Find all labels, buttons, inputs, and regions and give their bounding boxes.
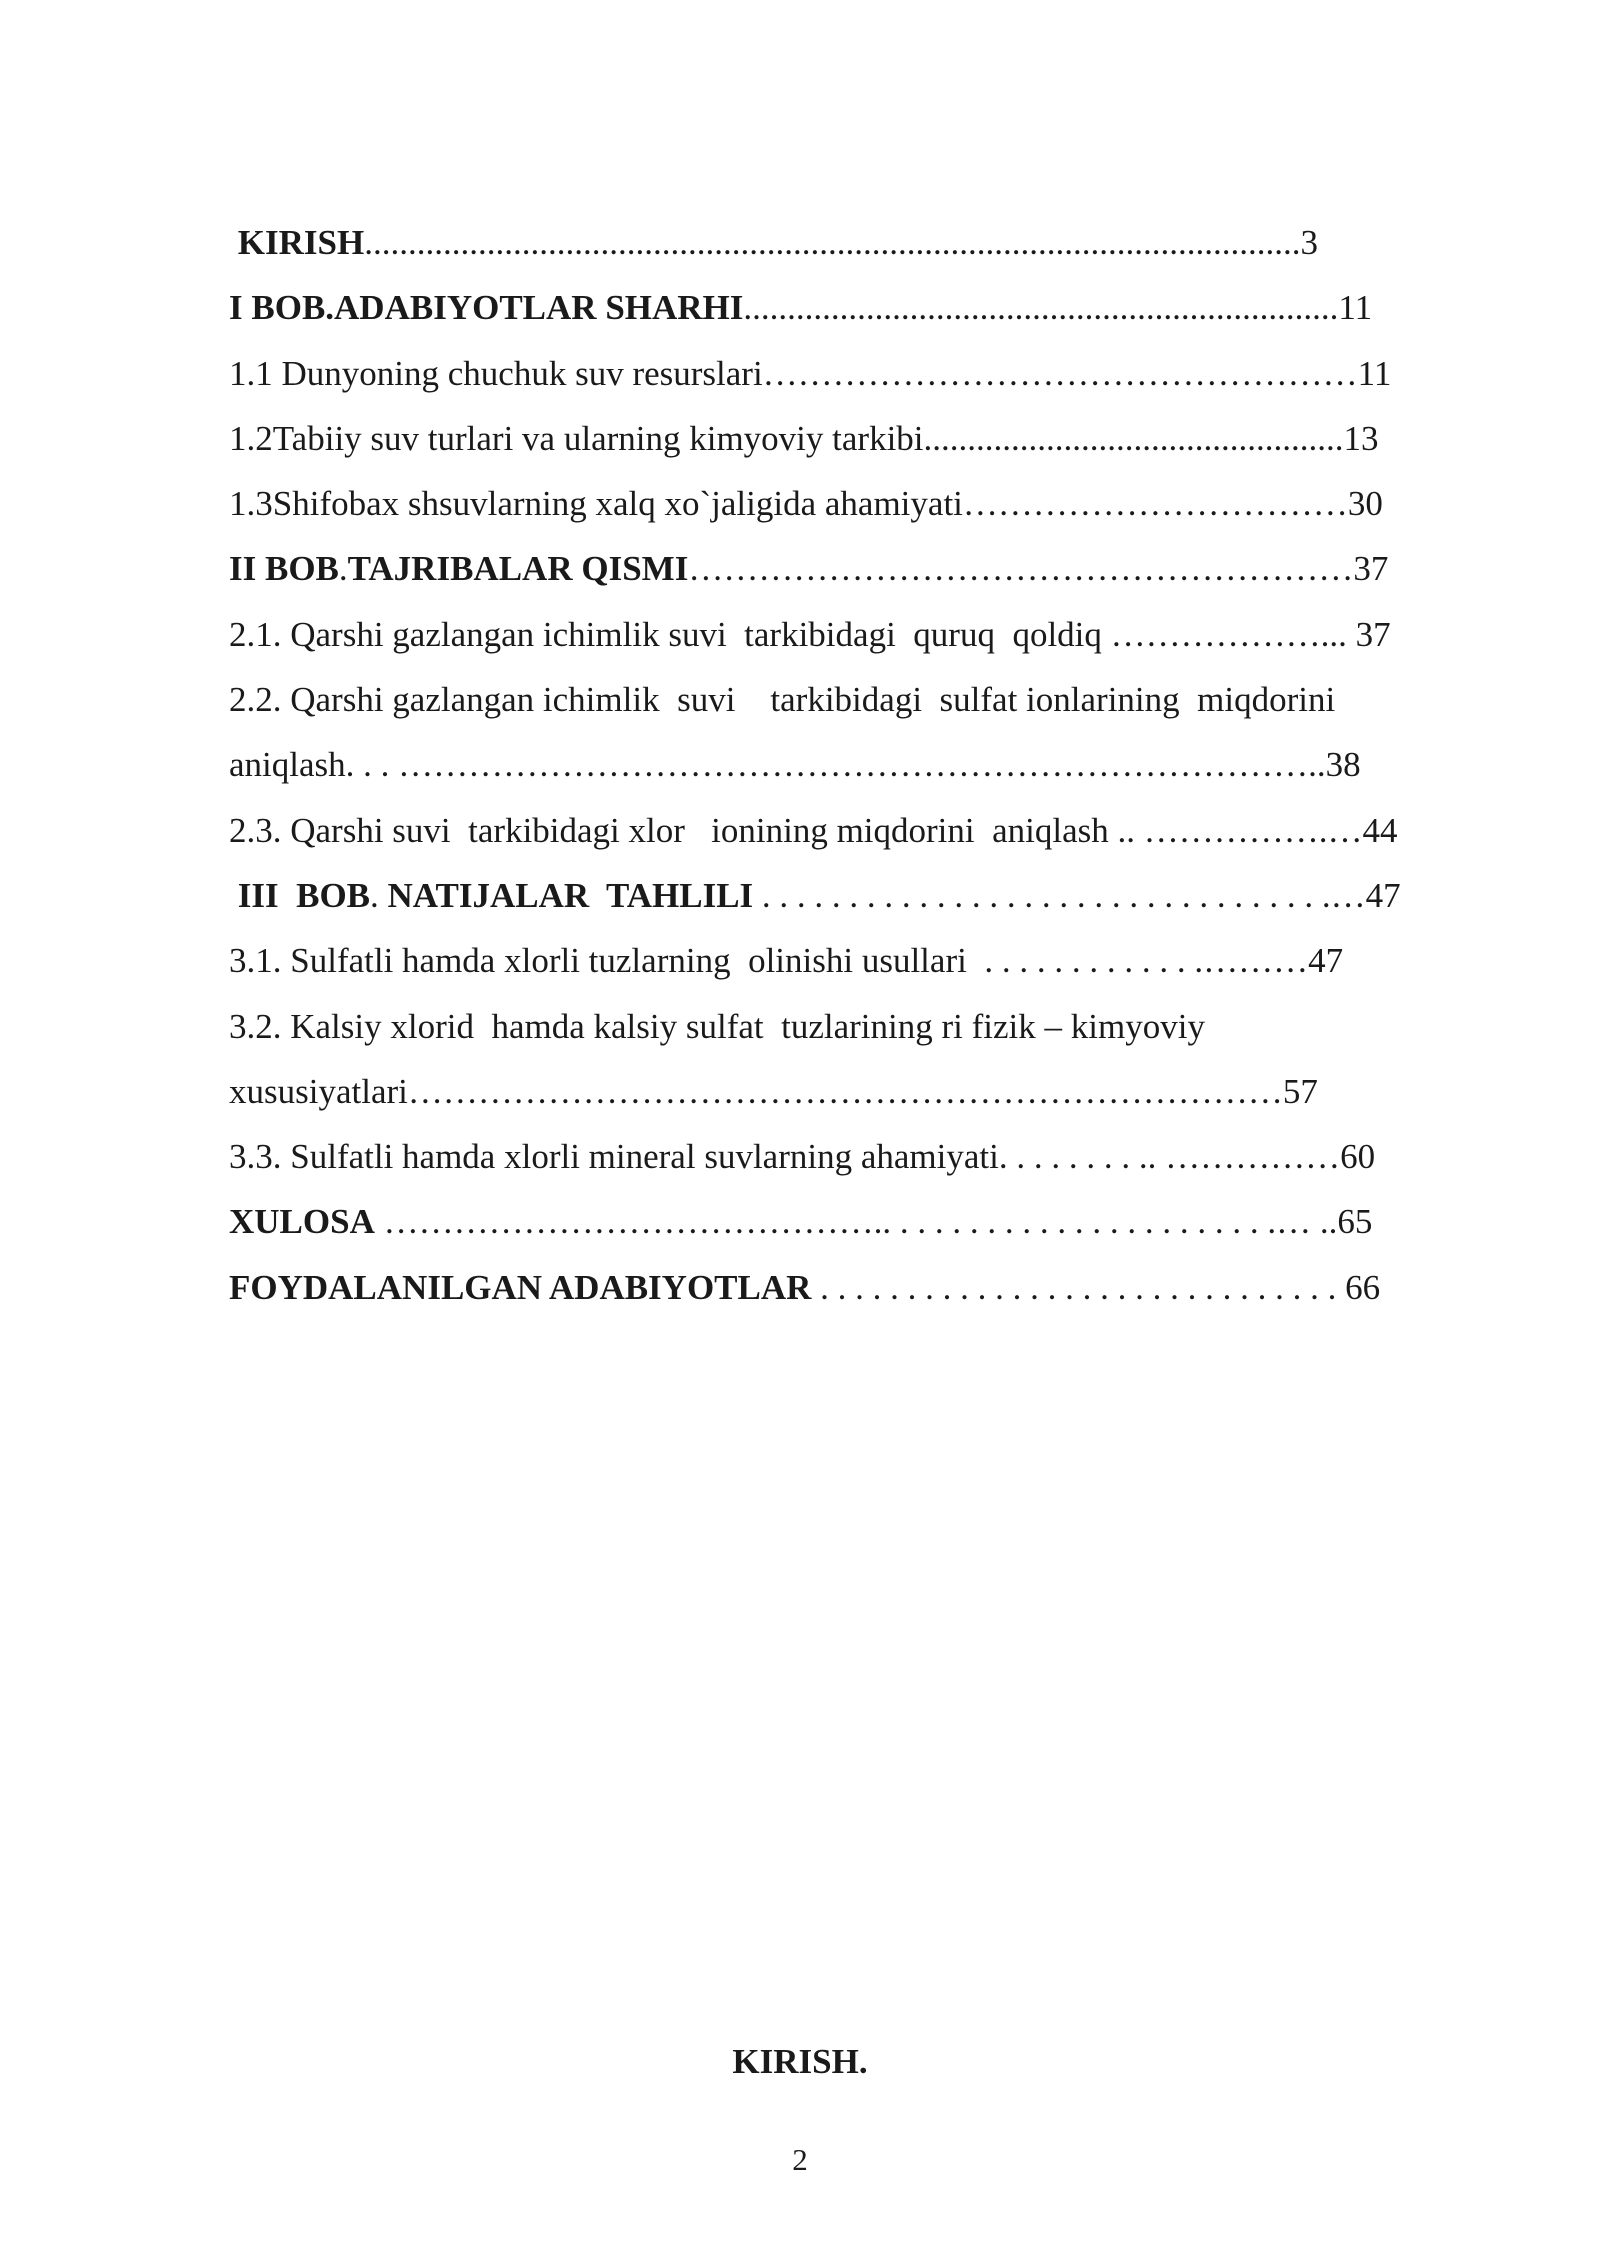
toc-entry-section-1-1: 1.1 Dunyoning chuchuk suv resurslari……………………………………………11	[229, 353, 1392, 393]
toc-entry-title: II BOB	[229, 549, 339, 589]
page-number: 2	[792, 2142, 808, 2177]
section-heading: KIRISH.	[732, 2042, 868, 2081]
toc-entry-chapter-1	[229, 275, 1529, 340]
toc-entry-kirish	[229, 210, 1529, 275]
toc-entry-section-2-3: 2.3. Qarshi suvi tarkibidagi xlor ionining miqdorini aniqlash .. …………….…44	[229, 810, 1398, 850]
toc-entry-title: KIRISH	[229, 223, 365, 262]
toc-entry-section-2-2-cont: aniqlash. . . ……………………………………………………………………..38	[229, 745, 1361, 785]
toc-entry-section-3-2: 3.2. Kalsiy xlorid hamda kalsiy sulfat tuzlarining ri fizik – kimyoviy	[229, 1006, 1205, 1046]
toc-entry-title: I BOB.ADABIYOTLAR SHARHI	[229, 288, 744, 328]
toc-entry-leader: ....................................................................11	[743, 288, 1373, 328]
toc-entry-title: TAJRIBALAR QISMI	[347, 549, 689, 589]
toc-entry-chapter-2	[229, 536, 1529, 601]
toc-entry-leader: . . . . . . . . . . . . . . . . . . . . . . . . . . . . . . . . .…47	[753, 875, 1401, 915]
toc-entry-section-2-2: 2.2. Qarshi gazlangan ichimlik suvi tarkibidagi sulfat ionlarining miqdorini	[229, 680, 1336, 720]
toc-entry-title: III BOB	[229, 875, 371, 915]
toc-entry-references	[229, 1255, 1529, 1320]
toc-entry-title: XULOSA	[229, 1202, 375, 1242]
table-of-contents	[229, 210, 1529, 1320]
toc-entry-leader: . . . . . . . . . . . . . . . . . . . . . . . . . . . . . . 66	[811, 1267, 1381, 1307]
toc-entry-xulosa	[229, 1189, 1529, 1254]
toc-entry-section-2-1: 2.1. Qarshi gazlangan ichimlik suvi tarkibidagi quruq qoldiq ………………... 37	[229, 614, 1391, 654]
toc-entry-title: FOYDALANILGAN ADABIYOTLAR	[229, 1267, 812, 1307]
toc-entry-title: NATIJALAR TAHLILI	[378, 875, 754, 915]
toc-entry-section-3-3: 3.3. Sulfatli hamda xlorli mineral suvlarning ahamiyati. . . . . . . . .. ……………60	[229, 1137, 1376, 1177]
toc-entry-leader: …………………………………….. . . . . . . . . . . . . . . . . . . . . . .… ..65	[374, 1202, 1373, 1242]
toc-entry-leader: ...........................................................................................................3	[364, 223, 1318, 262]
toc-entry-leader: …………………………………………………37	[688, 549, 1389, 589]
toc-entry-section-1-3: 1.3Shifobax shsuvlarning xalq xo`jaligida ahamiyati……………………………30	[229, 484, 1383, 524]
toc-entry-section-1-2: 1.2Tabiiy suv turlari va ularning kimyoviy tarkibi................................................13	[229, 418, 1379, 458]
toc-entry-section-3-2-cont: xususiyatlari…………………………………………………………………57	[229, 1071, 1318, 1111]
toc-entry-title-dot: .	[338, 549, 348, 589]
toc-entry-section-3-1: 3.1. Sulfatli hamda xlorli tuzlarning olinishi usullari . . . . . . . . . . . . .………47	[229, 941, 1344, 981]
toc-entry-chapter-3	[229, 863, 1529, 928]
toc-entry-title-dot: .	[370, 875, 379, 915]
